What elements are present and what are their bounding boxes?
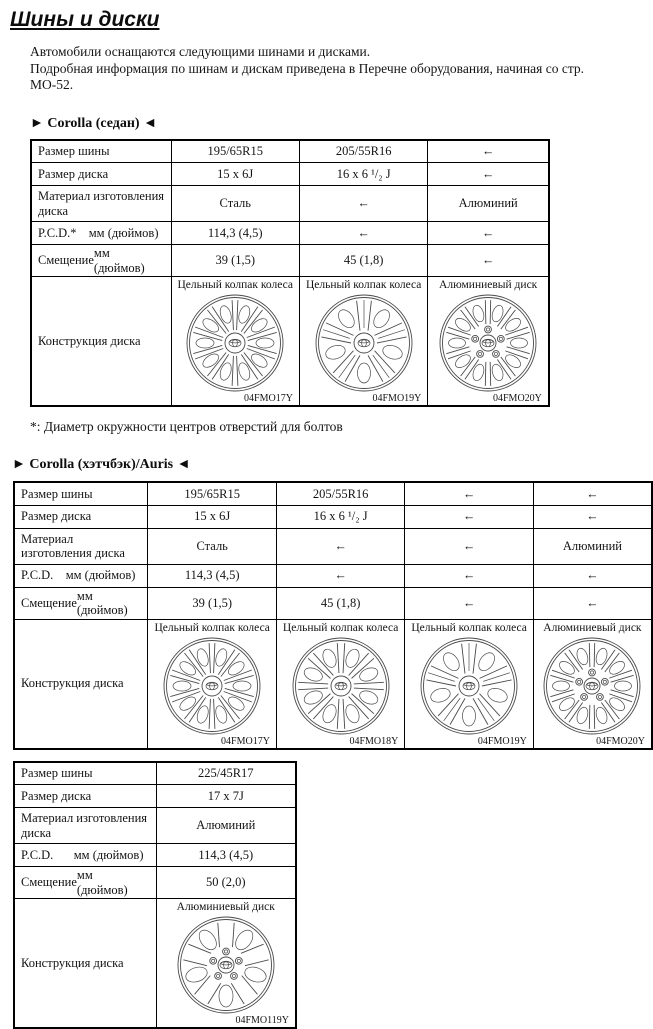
wheel-figure (154, 621, 269, 747)
wheel-figure (163, 900, 290, 1026)
wheel-caption: Цельный колпак колеса (411, 621, 526, 635)
offset-value: 39 (1,5) (148, 587, 276, 619)
offset-value: 45 (1,8) (299, 245, 427, 277)
material-label: Материал изготовления диска (14, 808, 156, 844)
ditto-arrow: ← (533, 587, 652, 619)
wheel-caption: Алюминиевый диск (439, 278, 537, 292)
tire-size-label: Размер шины (14, 762, 156, 785)
table-row (31, 186, 549, 222)
intro-line: Автомобили оснащаются следующими шинами и дисками. (30, 44, 653, 61)
disk-size-label: Размер диска (31, 163, 171, 186)
ditto-arrow: ← (428, 140, 549, 163)
wheel-figure (540, 621, 645, 747)
table-row (14, 867, 296, 899)
figure-code: 04FMO17Y (221, 736, 270, 747)
offset-label (14, 867, 156, 899)
ditto-arrow: ← (405, 505, 533, 528)
ditto-arrow: ← (299, 222, 427, 245)
wheel-cover-5-spoke-image (314, 293, 414, 393)
pcd-label-text: P.C.D.* (38, 226, 77, 241)
tire-size-value: 205/55R16 (299, 140, 427, 163)
table-row (31, 277, 549, 407)
offset-label-text: Смещение (38, 253, 94, 268)
table-row (14, 785, 296, 808)
wheel-figure (434, 278, 542, 404)
footnote: *: Диаметр окружности центров отверстий для болтов (30, 419, 653, 435)
wheel-caption: Алюминиевый диск (543, 621, 641, 635)
spec-table-hatchback (13, 481, 653, 750)
wheel-caption: Алюминиевый диск (177, 900, 275, 914)
ditto-arrow: ← (533, 505, 652, 528)
wheel-figure-cell (299, 277, 427, 407)
figure-code: 04FMO20Y (493, 393, 542, 404)
offset-value: 39 (1,5) (171, 245, 299, 277)
construction-label: Конструкция диска (31, 277, 171, 407)
disk-size-label: Размер диска (14, 785, 156, 808)
disk-size-value: 17 x 7J (156, 785, 296, 808)
table-row (31, 163, 549, 186)
figure-code: 04FMO18Y (349, 736, 398, 747)
wheel-cover-10-spoke-image (162, 636, 262, 736)
tire-size-value: 195/65R15 (148, 482, 276, 505)
wheel-figure-cell (276, 619, 404, 749)
ditto-arrow: ← (299, 186, 427, 222)
ditto-arrow: ← (276, 528, 404, 564)
offset-value: 50 (2,0) (156, 867, 296, 899)
wheel-caption: Цельный колпак колеса (154, 621, 269, 635)
wheel-figure (283, 621, 398, 747)
alloy-wheel-10-spoke-image (542, 636, 642, 736)
table-row (31, 222, 549, 245)
wheel-caption: Цельный колпак колеса (283, 621, 398, 635)
pcd-label (31, 222, 171, 245)
table-row (14, 762, 296, 785)
figure-code: 04FMO17Y (244, 393, 293, 404)
wheel-caption: Цельный колпак колеса (306, 278, 421, 292)
wheel-figure (306, 278, 421, 404)
disk-size-value: 16 x 6 ¹/₂ J (276, 505, 404, 528)
tire-size-label: Размер шины (14, 482, 148, 505)
alloy-wheel-10-spoke-image (438, 293, 538, 393)
figure-code: 04FMO19Y (478, 736, 527, 747)
page-title (0, 0, 653, 32)
disk-size-value: 16 x 6 ¹/₂ J (299, 163, 427, 186)
offset-label (14, 587, 148, 619)
ditto-arrow: ← (533, 482, 652, 505)
wheel-figure-cell (533, 619, 652, 749)
table-row (14, 844, 296, 867)
ditto-arrow: ← (428, 163, 549, 186)
figure-code: 04FMO119Y (235, 1015, 289, 1026)
figure-code: 04FMO20Y (596, 736, 645, 747)
pcd-label-text: P.C.D. (21, 568, 53, 583)
pcd-units: мм (дюймов) (66, 568, 136, 583)
page-title-text: Шины и диски (10, 8, 159, 32)
offset-units: мм (дюймов) (77, 589, 136, 618)
disk-size-value: 15 x 6J (148, 505, 276, 528)
pcd-label-text: P.C.D. (21, 848, 53, 863)
tire-size-value: 225/45R17 (156, 762, 296, 785)
intro-line: МО-52. (30, 77, 653, 94)
tire-size-value: 205/55R16 (276, 482, 404, 505)
table-row (14, 564, 652, 587)
intro-paragraph (30, 44, 653, 94)
table-row (14, 482, 652, 505)
disk-size-value: 15 x 6J (171, 163, 299, 186)
table-row (31, 140, 549, 163)
table-row (14, 528, 652, 564)
tire-size-label: Размер шины (31, 140, 171, 163)
wheel-figure-cell (171, 277, 299, 407)
pcd-value: 114,3 (4,5) (148, 564, 276, 587)
table-row (14, 619, 652, 749)
alloy-wheel-5-spoke-image (176, 915, 276, 1015)
offset-units: мм (дюймов) (94, 246, 159, 275)
wheel-cover-5-spoke-image (419, 636, 519, 736)
ditto-arrow: ← (405, 587, 533, 619)
wheel-cover-8-spoke-image (291, 636, 391, 736)
construction-label: Конструкция диска (14, 619, 148, 749)
wheel-figure-cell (428, 277, 549, 407)
material-value: Сталь (148, 528, 276, 564)
disk-size-label: Размер диска (14, 505, 148, 528)
ditto-arrow: ← (533, 564, 652, 587)
intro-line: Подробная информация по шинам и дискам приведена в Перечне оборудования, начиная со стр. (30, 61, 653, 78)
table-row (14, 899, 296, 1029)
ditto-arrow: ← (405, 564, 533, 587)
tire-size-value: 195/65R15 (171, 140, 299, 163)
wheel-figure-cell (405, 619, 533, 749)
offset-units: мм (дюймов) (77, 868, 144, 897)
material-label: Материал изготовления диска (14, 528, 148, 564)
offset-label-text: Смещение (21, 596, 77, 611)
offset-label (31, 245, 171, 277)
wheel-figure-cell (156, 899, 296, 1029)
ditto-arrow: ← (276, 564, 404, 587)
spec-table-sport (13, 761, 297, 1029)
figure-code: 04FMO19Y (373, 393, 422, 404)
spec-table-sedan (30, 139, 550, 408)
wheel-figure (411, 621, 526, 747)
wheel-cover-10-spoke-image (185, 293, 285, 393)
material-value: Алюминий (428, 186, 549, 222)
material-value: Алюминий (156, 808, 296, 844)
section-heading-hatchback: ► Corolla (хэтчбэк)/Auris ◄ (12, 457, 653, 473)
construction-label: Конструкция диска (14, 899, 156, 1029)
ditto-arrow: ← (405, 482, 533, 505)
table-row (14, 505, 652, 528)
pcd-label (14, 564, 148, 587)
table-row (31, 245, 549, 277)
ditto-arrow: ← (428, 245, 549, 277)
material-value: Сталь (171, 186, 299, 222)
offset-value: 45 (1,8) (276, 587, 404, 619)
table-row (14, 587, 652, 619)
pcd-units: мм (дюймов) (74, 848, 144, 863)
pcd-units: мм (дюймов) (89, 226, 159, 241)
pcd-label (14, 844, 156, 867)
material-value: Алюминий (533, 528, 652, 564)
offset-label-text: Смещение (21, 875, 77, 890)
section-heading-sedan: ► Corolla (седан) ◄ (30, 116, 653, 132)
wheel-caption: Цельный колпак колеса (178, 278, 293, 292)
wheel-figure-cell (148, 619, 276, 749)
wheel-figure (178, 278, 293, 404)
pcd-value: 114,3 (4,5) (156, 844, 296, 867)
ditto-arrow: ← (428, 222, 549, 245)
ditto-arrow: ← (405, 528, 533, 564)
material-label: Материал изготовления диска (31, 186, 171, 222)
table-row (14, 808, 296, 844)
pcd-value: 114,3 (4,5) (171, 222, 299, 245)
